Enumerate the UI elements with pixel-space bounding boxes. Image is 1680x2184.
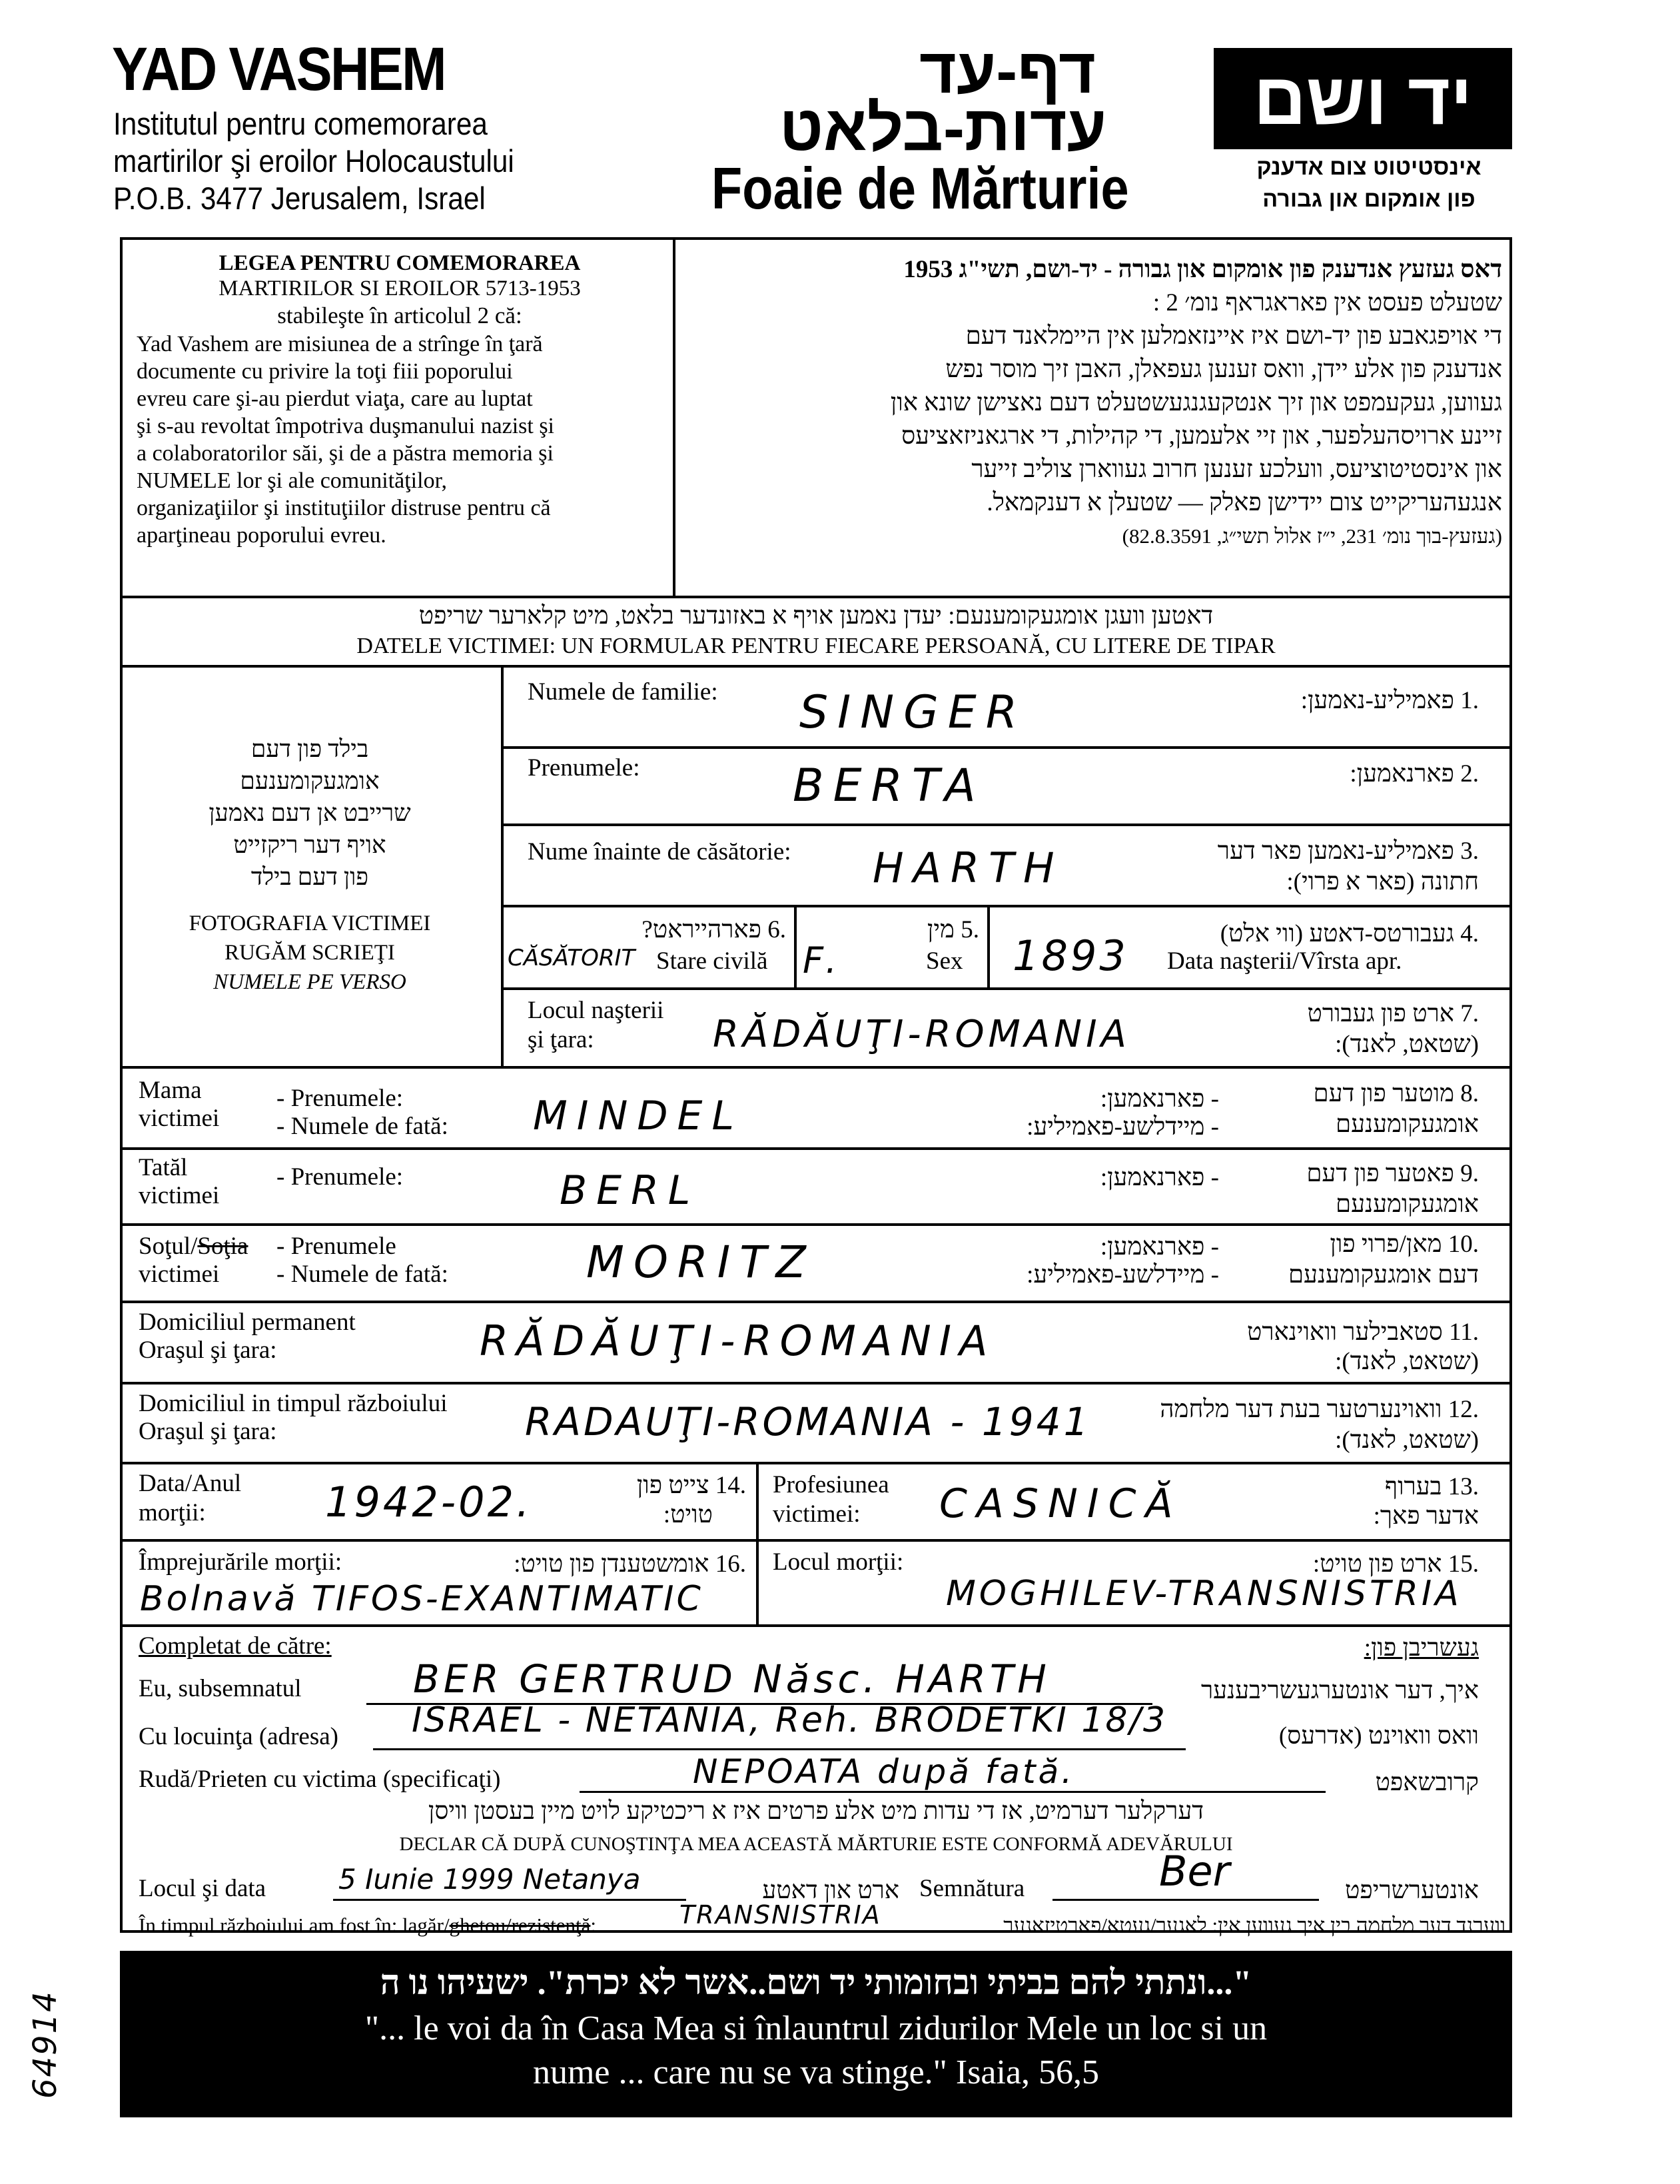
death-place-field[interactable]: MOGHILEV-TRANSNISTRIA — [946, 1574, 1462, 1614]
f8-heb-1: .8 מוטער פון דעם — [1313, 1080, 1479, 1107]
f10-hebm-1: - פארנאמען: — [1100, 1233, 1219, 1261]
permanent-residence-field[interactable]: RĂDĂUŢI-ROMANIA — [480, 1317, 996, 1365]
f7-label-2: şi ţara: — [528, 1026, 594, 1053]
f2-label: Prenumele: — [528, 754, 640, 782]
f9-hebm-1: - פארנאמען: — [1100, 1164, 1219, 1191]
law-heb-line: די אויפגאבע פון יד-ושם איז איינזאמלען אין היימלאנד דעם — [965, 322, 1502, 350]
law-heb-line: געווען, געקעמפט און זיך אנטקעגנגעשטעלט דעם נאצישן שונא און — [890, 389, 1502, 416]
section-line — [120, 1462, 1512, 1464]
org-subtitle-1: Institutul pentru comemorarea — [113, 106, 488, 141]
f13-label-2: victimei: — [773, 1500, 861, 1528]
f16-heb: .16 אומשטענדן פון טויט: — [514, 1550, 746, 1578]
hebrew-title-2: עדות-בלאט — [779, 93, 1107, 164]
f10-side-1a: Soţul/ — [139, 1233, 198, 1260]
underline — [333, 1899, 686, 1901]
f3-heb-2: חתונה (פאר א פרוי): — [1286, 868, 1479, 895]
section-line — [120, 1147, 1512, 1150]
f11-heb-2: (שטאט, לאנד): — [1335, 1348, 1479, 1375]
f12-label-1: Domiciliul in timpul războiului — [139, 1390, 448, 1417]
row-line — [501, 823, 1512, 826]
f5-label: Sex — [926, 947, 963, 975]
f16-label: Împrejurările morţii: — [139, 1548, 342, 1576]
f11-heb-1: .11 סטאבילער וואוינארט — [1246, 1319, 1479, 1346]
f10-side-1 — [139, 1233, 248, 1261]
law-heb-line: אנדענק פון אלע יידן, וואס זענען געפאלן, האבן זיך מוסר נפש — [945, 356, 1502, 383]
law-bottom-line — [120, 596, 1512, 598]
section-line — [120, 1624, 1512, 1627]
photo-placeholder — [127, 733, 493, 997]
surname-field[interactable]: SINGER — [799, 686, 1027, 739]
f10-lbl-2: - Numele de fată: — [276, 1261, 448, 1288]
f8-side-2: victimei — [139, 1105, 220, 1132]
law-heb-line: זיינע ארויסהעלפער, און זיי אלעמען, די קהילות, די ארגאניזאציעס — [901, 422, 1502, 450]
f14-label-1: Data/Anul — [139, 1470, 242, 1497]
address-heb: וואס וואוינט (אדרעס) — [1278, 1722, 1479, 1750]
place-date-label: Locul şi data — [139, 1875, 266, 1902]
declaration-heb: דערקלער דערמיט, אז די עדות מיט אלע פרטים איז א ריכטיקע לויט מיין בעסטן וויסן — [428, 1798, 1204, 1825]
f8-side-1: Mama — [139, 1077, 202, 1104]
relation-heb: קרובשאפט — [1375, 1769, 1479, 1796]
law-line: Yad Vashem are misiunea de a strînge în ţară — [137, 332, 543, 356]
war-label-b: ghetou/rezistenţă — [449, 1913, 591, 1937]
law-heb-line: (געזעץ-בוך נומ׳ 231, י״ז אלול תשי״ג, 82.8.3591) — [1122, 524, 1502, 548]
f10-side-1b: Soţia — [197, 1233, 248, 1260]
archive-number: 64914 — [27, 1990, 64, 2099]
war-location-heb: ווערנד דער מלחמה בין איך געווען אין: לאגער/געטא/פארטיזאנער — [1003, 1913, 1505, 1937]
sex-field[interactable]: F. — [803, 939, 844, 981]
logo-subtitle-1: אינסטיטוט צום אדענק — [1256, 155, 1481, 180]
row-line — [501, 905, 1512, 907]
f8-hebm-2: - מיידלשע-פאמיליע: — [1027, 1113, 1219, 1141]
org-address: P.O.B. 3477 Jerusalem, Israel — [113, 181, 486, 216]
place-date-heb: ארט און דאטע — [762, 1877, 899, 1904]
law-title-2: MARTIRILOR SI EROILOR 5713-1953 — [218, 276, 581, 300]
row-line — [501, 987, 1512, 990]
f11-label-2: Oraşul şi ţara: — [139, 1337, 277, 1364]
f9-heb-1: .9 פאטער פון דעם — [1306, 1160, 1479, 1187]
f7-heb-1: .7 ארט פון געבורט — [1307, 1000, 1479, 1027]
law-box-heb — [686, 253, 1502, 553]
victim-header-heb: דאטען וועגן אומגעקומענעם: יעדן נאמען אויף א באזונדער בלאט, מיט קלארער שריפט — [418, 602, 1214, 630]
underline — [1052, 1899, 1319, 1901]
signature-heb: אונטערשריפט — [1345, 1877, 1479, 1904]
photo-ro-1: FOTOGRAFIA VICTIMEI — [189, 911, 431, 935]
section-line — [120, 1223, 1512, 1226]
place-date-field[interactable]: 5 Iunie 1999 Netanya — [338, 1863, 641, 1896]
victim-header-line — [120, 665, 1512, 668]
cell-divider — [756, 1462, 759, 1624]
f11-label-1: Domiciliul permanent — [139, 1309, 356, 1336]
footer-ro-line-1: "... le voi da în Casa Mea si înlauntrul zidurilor Mele un loc si un — [364, 2009, 1268, 2047]
cell-divider — [987, 905, 990, 987]
f9-side-1: Tatăl — [139, 1154, 188, 1181]
yad-vashem-logo — [1214, 48, 1512, 149]
law-line: a colaboratorilor săi, şi de a păstra memoria şi — [137, 441, 554, 466]
maiden-name-field[interactable]: HARTH — [873, 843, 1064, 892]
org-name: YAD VASHEM — [112, 35, 445, 103]
f13-heb-1: .13 בערוף — [1384, 1473, 1479, 1500]
f14-heb-1: .14 צייט פון — [636, 1472, 746, 1499]
section-line — [120, 1066, 1512, 1069]
f14-heb-2: טויט: — [663, 1501, 713, 1528]
logo-text: יד ושם — [1253, 57, 1473, 140]
footer-ro-line-2: nume ... care nu se va stinge." Isaia, 56,5 — [532, 2053, 1100, 2091]
f7-label-1: Locul naşterii — [528, 997, 664, 1024]
first-name-field[interactable]: BERTA — [793, 760, 985, 812]
photo-ro-3: NUMELE PE VERSO — [213, 970, 406, 994]
victim-header-ro: DATELE VICTIMEI: UN FORMULAR PENTRU FIECARE PERSOANĂ, CU LITERE DE TIPAR — [356, 634, 1276, 658]
law-line: NUMELE lor şi ale comunităţilor, — [137, 468, 448, 493]
wartime-residence-field[interactable]: RADAUŢI-ROMANIA - 1941 — [525, 1399, 1091, 1444]
f12-heb-2: (שטאט, לאנד): — [1335, 1426, 1479, 1454]
photo-heb: שרייבט אן דעם נאמען — [209, 800, 411, 826]
photo-ro-2: RUGĂM SCRIEŢI — [224, 941, 395, 965]
f6-heb: .6 פארהייראט? — [641, 916, 786, 943]
birthplace-field[interactable]: RĂDĂUŢI-ROMANIA — [713, 1013, 1130, 1056]
signature-label: Semnătura — [919, 1875, 1025, 1902]
row-line — [501, 746, 1512, 749]
spouse-name-field[interactable]: MORITZ — [586, 1237, 815, 1288]
law-heb-line: שטעלט פעסט אין פאראגראף נומ׳ 2 : — [1152, 289, 1502, 316]
law-title-3: stabileşte în articolul 2 că: — [277, 302, 522, 328]
f8-heb-2: אומגעקומענעם — [1336, 1111, 1479, 1138]
f15-label: Locul morţii: — [773, 1548, 904, 1576]
hebrew-title-1: דף-עד — [919, 35, 1096, 107]
f5-heb: .5 מין — [927, 916, 979, 943]
f10-heb-1: .10 מאן/פרוי פון — [1330, 1231, 1479, 1258]
war-colon: : — [590, 1913, 596, 1937]
f3-heb-1: .3 פאמיליע-נאמען פאר דער — [1217, 837, 1479, 865]
address-label: Cu locuinţa (adresa) — [139, 1723, 338, 1750]
witness-title: Completat de către: — [139, 1632, 332, 1660]
f7-heb-2: (שטאט, לאנד): — [1335, 1031, 1479, 1058]
footer-heb-quote: "...ונתתי להם בביתי ובחומותי יד ושם..אשר לא יכרת". ישעיהו נו ה — [380, 1964, 1252, 2002]
law-box-ro — [137, 251, 663, 549]
f3-label: Nume înainte de căsătorie: — [528, 838, 791, 865]
photo-heb: אויף דער ריקזייט — [233, 831, 386, 858]
witness-address-field[interactable]: ISRAEL - NETANIA, Reh. BRODETKI 18/3 — [412, 1700, 1168, 1740]
underline — [580, 1791, 1326, 1793]
f13-label-1: Profesiunea — [773, 1471, 889, 1498]
f9-side-2: victimei — [139, 1182, 220, 1209]
document-title: Foaie de Mărturie — [711, 155, 1129, 221]
photo-heb: אומגעקומענעם — [240, 768, 380, 794]
war-label-a: În timpul războiului am fost în: lagăr/ — [139, 1913, 450, 1937]
photo-heb: בילד פון דעם — [250, 736, 369, 762]
signature-field[interactable]: Ber — [1159, 1847, 1230, 1896]
f8-hebm-1: - פארנאמען: — [1100, 1085, 1219, 1113]
birth-date-field[interactable]: 1893 — [1013, 931, 1128, 980]
underline — [373, 1748, 1186, 1750]
f4-heb: .4 געבורטס-דאטע (ווי אלט) — [1220, 920, 1479, 947]
org-subtitle-2: martirilor şi eroilor Holocaustului — [113, 143, 514, 179]
f14-label-2: morţii: — [139, 1499, 206, 1526]
eu-heb: איך, דער אונטערגעשריבענער — [1200, 1677, 1479, 1704]
f10-lbl-1: - Prenumele — [276, 1233, 396, 1260]
eu-label: Eu, subsemnatul — [139, 1675, 302, 1702]
f15-heb: .15 ארט פון טויט: — [1312, 1550, 1479, 1578]
law-heb-line: דאס געזעץ אנדענק פון אומקום און גבורה - יד-ושם, תשי"ג 1953 — [903, 256, 1502, 283]
f13-heb-2: אדער פאך: — [1373, 1502, 1479, 1530]
law-heb-line: אנגעהעריקייט צום יידישן פאלק — שטעלן א דענקמאל. — [987, 489, 1502, 516]
law-heb-line: און אינסטיטוציעס, וועלכע זענען חרוב געווארן צוליב זייער — [971, 456, 1502, 483]
law-line: şi s-au revoltat împotriva duşmanului nazist şi — [137, 414, 555, 438]
f8-lbl-1: - Prenumele: — [276, 1085, 404, 1112]
law-line: documente cu privire la toţi fiii poporului — [137, 359, 513, 384]
logo-subtitle-2: פון אומקום און גבורה — [1262, 187, 1475, 212]
relation-field[interactable]: NEPOATA după fată. — [693, 1752, 1075, 1791]
witness-name-field[interactable]: BER GERTRUD Născ. HARTH — [413, 1656, 1050, 1702]
relation-label: Rudă/Prieten cu victima (specificaţi) — [139, 1766, 501, 1793]
photo-divider — [501, 665, 504, 1066]
witness-title-heb: געשריבן פון: — [1364, 1634, 1479, 1662]
section-line — [120, 1539, 1512, 1542]
f12-heb-1: .12 וואוינערטער בעת דער מלחמה — [1160, 1396, 1479, 1423]
f6-label: Stare civilă — [656, 947, 768, 975]
war-location-field[interactable]: TRANSNISTRIA — [679, 1900, 881, 1929]
father-name-field[interactable]: BERL — [560, 1167, 700, 1214]
f4-label: Data naşterii/Vîrsta apr. — [1167, 947, 1402, 975]
section-line — [120, 1382, 1512, 1384]
death-date-field[interactable]: 1942-02. — [325, 1478, 532, 1526]
profession-field[interactable]: CASNICĂ — [939, 1480, 1182, 1527]
f9-heb-2: אומגעקומענעם — [1336, 1191, 1479, 1218]
f12-label-2: Oraşul şi ţara: — [139, 1418, 277, 1445]
law-divider — [673, 237, 675, 597]
law-text-ro — [137, 330, 663, 549]
declaration-ro: DECLAR CĂ DUPĂ CUNOŞTINŢA MEA ACEASTĂ MĂRTURIE ESTE CONFORMĂ ADEVĂRULUI — [399, 1834, 1233, 1855]
mother-name-field[interactable]: MINDEL — [533, 1093, 743, 1139]
section-line — [120, 1301, 1512, 1303]
war-location-label — [139, 1912, 596, 1939]
f1-heb: .1 פאמיליע-נאמען: — [1300, 687, 1479, 714]
law-title-1: LEGEA PENTRU COMEMORAREA — [218, 251, 581, 275]
f2-heb: .2 פארנאמען: — [1350, 760, 1479, 788]
f9-lbl-1: - Prenumele: — [276, 1163, 404, 1191]
law-line: aparţineau poporului evreu. — [137, 523, 386, 548]
f10-heb-2: דעם אומגעקומענעם — [1288, 1261, 1479, 1289]
f10-side-2: victimei — [139, 1261, 220, 1288]
law-line: evreu care şi-au pierdut viaţa, care au luptat — [137, 386, 533, 411]
footer-banner — [120, 1951, 1512, 2117]
f1-label: Numele de familie: — [528, 678, 718, 706]
law-line: organizaţiilor şi instituţiilor distruse pentru că — [137, 496, 551, 520]
f10-hebm-2: - מיידלשע-פאמיליע: — [1027, 1261, 1219, 1289]
f8-lbl-2: - Numele de fată: — [276, 1113, 448, 1140]
cell-divider — [794, 905, 797, 987]
photo-heb: פון דעם בילד — [250, 863, 369, 890]
death-circumstances-field[interactable]: Bolnavă TIFOS-EXANTIMATIC — [140, 1579, 703, 1619]
marital-status-field[interactable]: CĂSĂTORIT — [508, 945, 635, 971]
